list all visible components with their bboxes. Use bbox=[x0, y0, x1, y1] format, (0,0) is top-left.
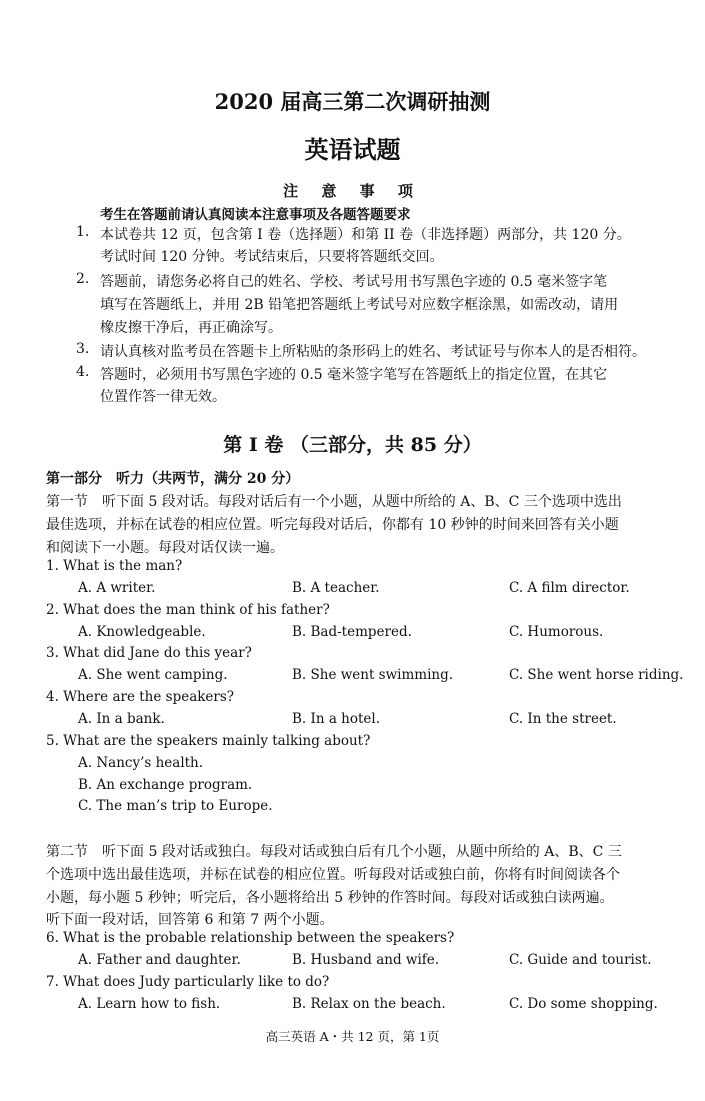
notice-item-number: 4. bbox=[76, 364, 90, 380]
page-footer: 高三英语 A・共 12 页，第 1页 bbox=[265, 1029, 440, 1044]
question-stem: 2. What does the man think of his father? bbox=[46, 602, 330, 618]
instruction-line: 听下面一段对话，回答第 6 和第 7 两个小题。 bbox=[46, 912, 334, 928]
instruction-line: 个选项中选出最佳选项，并标在试卷的相应位置。听每段对话或独白前，你将有时间阅读各个 bbox=[46, 867, 620, 883]
option-a: A. She went camping. bbox=[78, 667, 228, 683]
question-stem: 3. What did Jane do this year? bbox=[46, 645, 252, 661]
instruction-line: 小题，每小题 5 秒钟；听完后，各小题将给出 5 秒钟的作答时间。每段对话或独白读两遍。 bbox=[46, 890, 614, 906]
question-stem: 4. Where are the speakers? bbox=[46, 689, 235, 705]
option-c: C. She went horse riding. bbox=[509, 667, 684, 683]
question-stem: 5. What are the speakers mainly talking about? bbox=[46, 733, 371, 749]
option-b: B. A teacher. bbox=[292, 580, 380, 596]
option-c: C. Do some shopping. bbox=[509, 996, 658, 1012]
option-b: B. An exchange program. bbox=[78, 777, 253, 793]
instruction-line: 第二节 听下面 5 段对话或独白。每段对话或独白后有几个小题，从题中所给的 A、B、C 三 bbox=[46, 844, 622, 860]
option-c: C. Guide and tourist. bbox=[509, 952, 652, 968]
question-stem: 1. What is the man? bbox=[46, 558, 183, 574]
option-c: C. Humorous. bbox=[509, 624, 604, 640]
listening-section-heading: 第一部分 听力（共两节，满分 20 分） bbox=[46, 471, 300, 487]
option-a: A. Learn how to fish. bbox=[78, 996, 221, 1012]
notice-item-number: 3. bbox=[76, 341, 90, 357]
notice-item-line: 答题前，请您务必将自己的姓名、学校、考试号用书写黑色字迹的 0.5 毫米签字笔 bbox=[100, 274, 608, 290]
instruction-line: 第一节 听下面 5 段对话。每段对话后有一个小题，从题中所给的 A、B、C 三个选项中选出 bbox=[46, 494, 622, 510]
notice-item-number: 2. bbox=[76, 271, 90, 287]
exam-subject-title: 英语试题 bbox=[304, 135, 401, 164]
notice-item-line: 考试时间 120 分钟。考试结束后，只要将答题纸交回。 bbox=[100, 249, 444, 265]
part-one-title: 第 I 卷 （三部分，共 85 分） bbox=[223, 434, 482, 456]
option-b: B. Bad-tempered. bbox=[292, 624, 412, 640]
notice-item-line: 位置作答一律无效。 bbox=[100, 389, 226, 405]
option-a: A. A writer. bbox=[78, 580, 156, 596]
question-stem: 7. What does Judy particularly like to do? bbox=[46, 974, 330, 990]
option-b: B. She went swimming. bbox=[292, 667, 454, 683]
notice-item-line: 橡皮擦干净后，再正确涂写。 bbox=[100, 320, 282, 336]
notice-item-line: 请认真核对监考员在答题卡上所粘贴的条形码上的姓名、考试证号与你本人的是否相符。 bbox=[100, 344, 646, 360]
exam-title: 2020 届高三第二次调研抽测 bbox=[214, 89, 491, 114]
notice-intro: 考生在答题前请认真阅读本注意事项及各题答题要求 bbox=[100, 207, 411, 223]
option-c: C. In the street. bbox=[509, 711, 617, 727]
option-c: C. A film director. bbox=[509, 580, 630, 596]
notice-item-line: 答题时，必须用书写黑色字迹的 0.5 毫米签字笔写在答题纸上的指定位置，在其它 bbox=[100, 367, 608, 383]
option-a: A. Nancy’s health. bbox=[78, 755, 204, 771]
option-b: B. In a hotel. bbox=[292, 711, 381, 727]
option-a: A. Father and daughter. bbox=[78, 952, 241, 968]
option-b: B. Husband and wife. bbox=[292, 952, 440, 968]
option-a: A. In a bank. bbox=[78, 711, 165, 727]
question-stem: 6. What is the probable relationship between the speakers? bbox=[46, 930, 455, 946]
option-c: C. The man’s trip to Europe. bbox=[78, 798, 273, 814]
notice-item-number: 1. bbox=[76, 224, 90, 240]
option-b: B. Relax on the beach. bbox=[292, 996, 446, 1012]
notice-item-line: 填写在答题纸上，并用 2B 铅笔把答题纸上考试号对应数字框涂黑，如需改动，请用 bbox=[100, 297, 619, 313]
instruction-line: 和阅读下一小题。每段对话仅读一遍。 bbox=[46, 540, 284, 556]
notice-heading: 注 意 事 项 bbox=[283, 182, 422, 200]
option-a: A. Knowledgeable. bbox=[78, 624, 206, 640]
notice-item-line: 本试卷共 12 页，包含第 I 卷（选择题）和第 II 卷（非选择题）两部分，共 120 分。 bbox=[100, 227, 631, 243]
instruction-line: 最佳选项，并标在试卷的相应位置。听完每段对话后，你都有 10 秒钟的时间来回答有关小题 bbox=[46, 517, 619, 533]
